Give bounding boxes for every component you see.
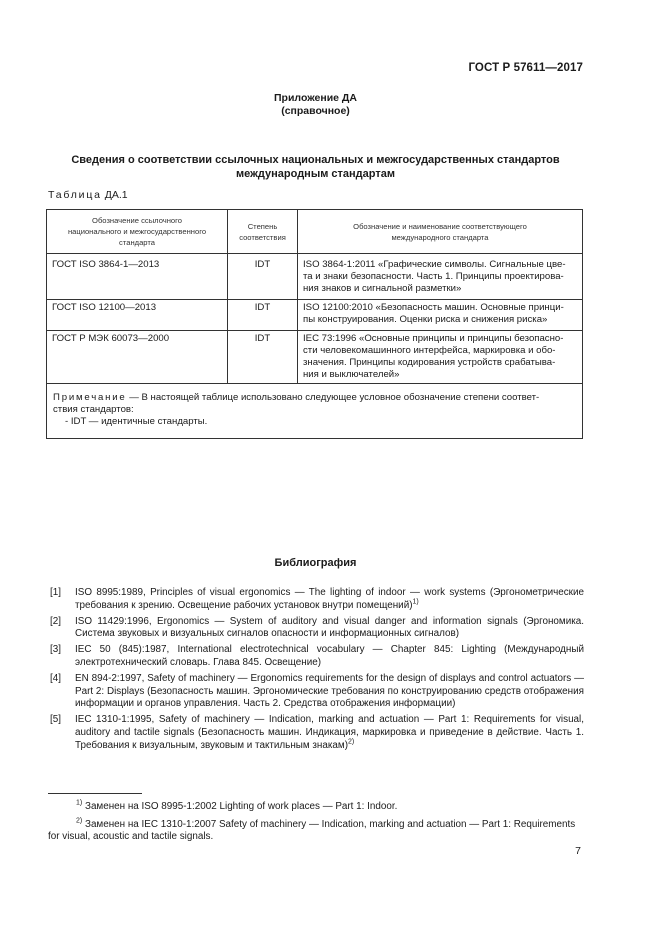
table-row: [47, 331, 583, 384]
header-international-standard: Обозначение и наименование соответствующего международного стандарта: [298, 210, 583, 254]
note-line-2: ствия стандартов:: [53, 404, 134, 415]
bibliography-list: [50, 587, 584, 756]
page-number: 7: [575, 845, 581, 857]
footnote-text: Заменен на ISO 8995-1:2002 Lighting of work places — Part 1: Indoor.: [82, 801, 398, 812]
note-line-3: - IDT — идентичные стандарты.: [65, 416, 208, 427]
table-row: [47, 254, 583, 300]
document-code: ГОСТ Р 57611—2017: [468, 62, 583, 74]
bibliography-entry: [50, 644, 584, 669]
footnote-mark: 1): [76, 799, 83, 807]
bibliography-number: [2]: [50, 615, 61, 627]
table-note-row: [47, 384, 583, 439]
table-header-row: [47, 210, 583, 254]
footnote-mark: 2): [76, 817, 83, 825]
header-degree: Степень соответствия: [228, 210, 298, 254]
correspondence-table: [46, 209, 583, 439]
bibliography-number: [5]: [50, 714, 61, 726]
cell-standard: ГОСТ ISO 12100—2013: [47, 300, 228, 331]
footnote-text: Заменен на IEC 1310-1:2007 Safety of machinery — Indication, marking and actuation — Part 1: Requirements for visual, acoustic and tactile signals.: [48, 818, 576, 843]
appendix-title: Приложение ДА: [274, 92, 357, 104]
bibliography-number: [4]: [50, 673, 61, 685]
footnote-divider: [48, 793, 142, 794]
cell-international: ISO 12100:2010 «Безопасность машин. Основные принци- пы конструирования. Оценки риска и снижения риска»: [298, 300, 583, 331]
section-heading-line-1: Сведения о соответствии ссылочных национальных и межгосударственных стандартов: [71, 154, 560, 166]
cell-international: ISO 3864-1:2011 «Графические символы. Сигнальные цве- та и знаки безопасности. Часть 1. Принципы проектирова- ния знаков и сигнальной разметки»: [298, 254, 583, 300]
note-line-1: — В настоящей таблице использовано следующее условное обозначение степени соответ-: [126, 392, 540, 403]
footnotes: [48, 801, 584, 849]
cell-degree: IDT: [228, 300, 298, 331]
bibliography-text: IEC 50 (845):1987, International electrotechnical vocabulary — Chapter 845: Lighting (Международный электротехнический словарь. Глава 845. Освещение): [75, 644, 584, 668]
bibliography-entry: [50, 587, 584, 612]
bibliography-number: [3]: [50, 644, 61, 656]
note-label: Примечание: [53, 392, 127, 403]
bibliography-entry: [50, 714, 584, 752]
cell-degree: IDT: [228, 254, 298, 300]
bibliography-text: ISO 8995:1989, Principles of visual ergonomics — The lighting of indoor — work systems (Эргонометрические требования к зрению. Освещение рабочих установок внутри помещений): [75, 587, 584, 611]
footnote-ref[interactable]: 1): [412, 598, 419, 606]
cell-degree: IDT: [228, 331, 298, 384]
table-note: [47, 384, 583, 439]
table-caption: [48, 189, 128, 201]
footnote: [48, 801, 584, 814]
cell-standard: ГОСТ ISO 3864-1—2013: [47, 254, 228, 300]
footnote-ref[interactable]: 2): [347, 738, 355, 746]
appendix-title-block: [0, 92, 631, 118]
appendix-subtitle: (справочное): [281, 105, 350, 117]
bibliography-text: IEC 1310-1:1995, Safety of machinery — Indication, marking and actuation — Part 1: Requirements for visual, auditory and tactile signals (Безопасность машин. Индикация, маркировка и приведение в действие. Часть 1. Требования к визуальным, звуковым и тактильным знакам): [75, 714, 584, 751]
table-caption-word: Таблица: [48, 189, 102, 201]
section-heading-line-2: международным стандартам: [236, 168, 395, 180]
bibliography-text: ISO 11429:1996, Ergonomics — System of auditory and visual danger and information signals (Эргономика. Система звуковых и визуальных сигналов опасности и информационных сигналов): [75, 615, 584, 640]
bibliography-title: Библиография: [274, 557, 357, 569]
table-row: [47, 300, 583, 331]
bibliography-text: EN 894-2:1997, Safety of machinery — Ergonomics requirements for the design of displays and control actuators — Part 2: Displays (Безопасность машин. Эргономические требования по конструированию средств отображения информации и органов управления. Часть 2. Средства отображения информации): [75, 673, 584, 710]
header-national-standard: Обозначение ссылочного национального и межгосударственного стандарта: [47, 210, 228, 254]
bibliography-entry: [50, 673, 584, 711]
cell-international: IEC 73:1996 «Основные принципы и принципы безопасно- сти человекомашинного интерфейса, маркировка и обо- значения. Принципы кодирования устройств срабатыва- ния и выключателей»: [298, 331, 583, 384]
bibliography-entry: [50, 616, 584, 641]
cell-standard: ГОСТ Р МЭК 60073—2000: [47, 331, 228, 384]
footnote: [48, 819, 584, 844]
bibliography-number: [1]: [50, 587, 61, 598]
section-heading: [40, 153, 591, 181]
table-caption-id: ДА.1: [104, 189, 128, 201]
